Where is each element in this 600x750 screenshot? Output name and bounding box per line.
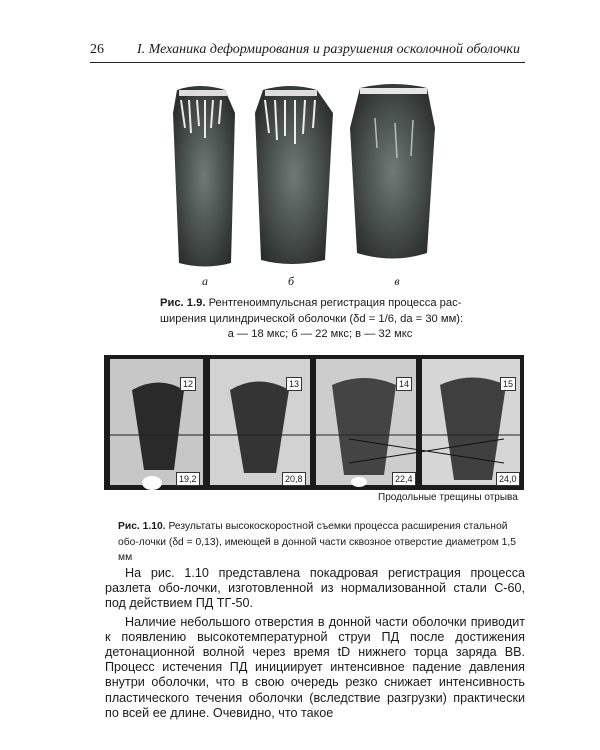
paragraph-2: Наличие небольшого отверстия в донной части оболочки приводит к появлению высокотемпературной струи ПД после достижения детонационной волной через время tD нижнего торца заряда ВВ. Процесс истечения ПД инициирует интенсивное падение давления внутри оболочки, что в свою очередь резко снижает интенсивность пластического течения оболочки (вследствие разгрузки) практически по всей ее длине. Очевидно, что такое [105, 614, 525, 720]
high-speed-frames [104, 355, 524, 490]
figure-1-9-caption [160, 296, 480, 343]
figure-1-10-caption [118, 519, 523, 566]
caption-label: Рис. 1.10. [118, 521, 166, 532]
caption-label: Рис. 1.9. [160, 297, 206, 309]
running-title: I. Механика деформирования и разрушения осколочной оболочки [137, 42, 520, 57]
frame-time-2: 20,8 [282, 472, 306, 486]
caption-line-2: ширения цилиндрической оболочки (δd = 1/6, da = 30 мм): [160, 312, 464, 325]
crack-annotation: Продольные трещины отрыва [378, 492, 518, 503]
frame-time-3: 22,4 [392, 472, 416, 486]
caption-line-3: а — 18 мкс; б — 22 мкс; в — 32 мкс [227, 328, 413, 340]
specimen-a [173, 86, 235, 267]
page-number: 26 [90, 42, 104, 57]
frame-number-2: 13 [286, 377, 302, 391]
sublabel-a: а [202, 274, 208, 288]
specimen-c [350, 84, 435, 259]
sublabel-c: в [394, 274, 400, 288]
figure-1-10-image [104, 355, 524, 490]
frame-time-4: 24,0 [496, 472, 520, 486]
body-text [105, 566, 525, 721]
frame-time-1: 19,2 [176, 472, 200, 486]
caption-line-1: Рентгеноимпульсная регистрация процесса рас- [208, 297, 462, 309]
shell-xray-images [165, 78, 435, 278]
paragraph-1: На рис. 1.10 представлена покадровая регистрация процесса разлета обо-лочки, изготовленной из нормализованной стали С-60, под действием ПД ТГ-50. [105, 566, 525, 611]
caption-text: Результаты высокоскоростной съемки процесса расширения стальной обо-лочки (δd = 0,13), имеющей в донной части сквозное отверстие диаметром 1,5 мм [118, 521, 516, 563]
figure-1-9-image [165, 78, 435, 288]
specimen-b [255, 86, 333, 264]
frame-number-3: 14 [396, 377, 412, 391]
frame-number-4: 15 [500, 377, 516, 391]
sublabel-b: б [287, 274, 295, 288]
frame-number-1: 12 [180, 377, 196, 391]
running-header [90, 42, 525, 63]
